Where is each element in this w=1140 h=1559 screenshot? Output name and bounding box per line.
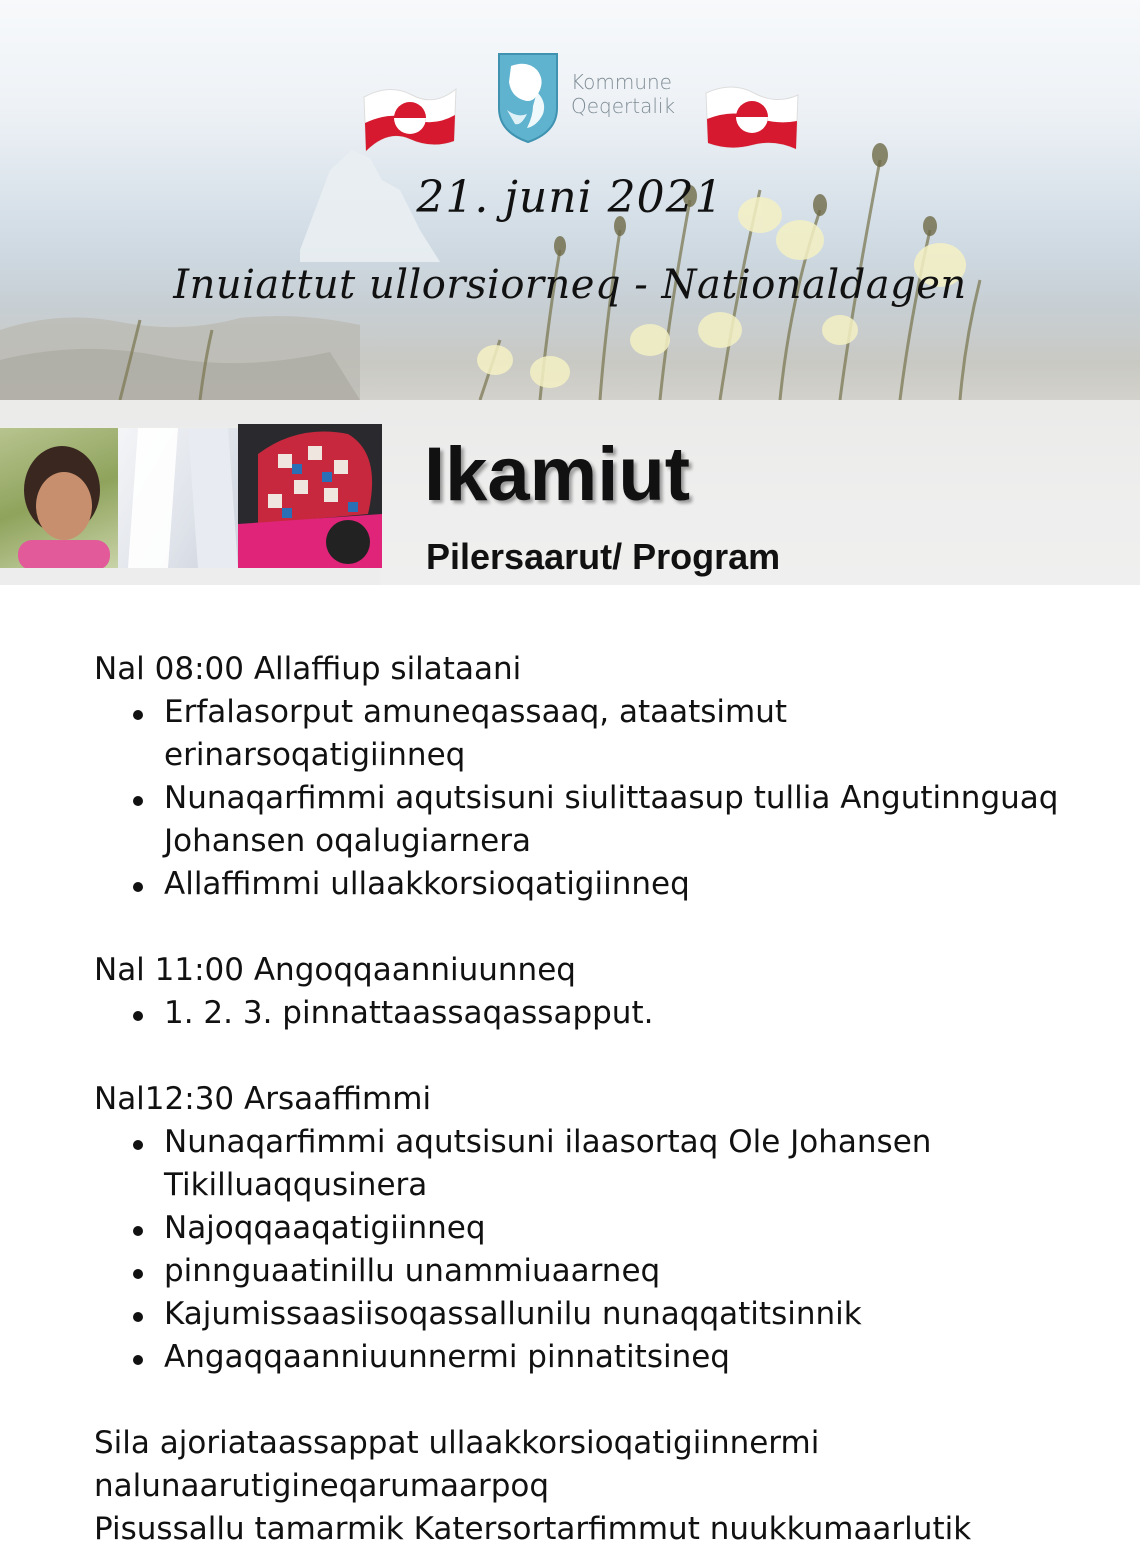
list-item: Nunaqarfimmi aqutsisuni ilaasortaq Ole Johansen Tikilluaqqusinera: [94, 1121, 1094, 1207]
section-items: [94, 1121, 1094, 1379]
list-item: Kajumissaasiisoqassallunilu nunaqqatitsinnik: [94, 1293, 1094, 1336]
program-section: [94, 1078, 1094, 1379]
greenland-flag-icon: [702, 75, 802, 161]
section-time: Nal 11:00 Angoqqaanniuunneq: [94, 952, 576, 988]
header-banner: [0, 0, 1140, 585]
kommune-qeqertalik-logo: [497, 52, 559, 144]
program-section: [94, 648, 1094, 906]
logo-line-qeqertalik: Qeqertalik: [571, 94, 676, 118]
event-date: 21. juni 2021: [416, 172, 724, 223]
footer-note: [94, 1422, 1094, 1551]
program-list: [94, 648, 1094, 1551]
program-label: Pilersaarut/ Program: [426, 536, 781, 577]
white-clothing-photo: [118, 428, 238, 568]
section-time: Nal 08:00 Allaffiup silataani: [94, 651, 522, 687]
list-item: Angaqqaanniuunnermi pinnatitsineq: [94, 1336, 1094, 1379]
list-item: pinnguaatinillu unammiuaarneq: [94, 1250, 1094, 1293]
list-item: 1. 2. 3. pinnattaassaqassapput.: [94, 992, 1094, 1035]
footer-line: nalunaarutigineqarumaarpoq: [94, 1468, 550, 1504]
section-time: Nal12:30 Arsaaffimmi: [94, 1081, 432, 1117]
logo-text: [571, 70, 675, 118]
child-photo: [0, 428, 118, 568]
program-section: [94, 949, 1094, 1035]
section-items: [94, 992, 1094, 1035]
logo-line-kommune: Kommune: [571, 70, 672, 94]
list-item: Erfalasorput amuneqassaaq, ataatsimut erinarsoqatigiinneq: [94, 691, 1094, 777]
page-title: Ikamiut: [424, 432, 691, 517]
list-item: Nunaqarfimmi aqutsisuni siulittaasup tullia Angutinnguaq Johansen oqalugiarnera: [94, 777, 1094, 863]
list-item: Allaffimmi ullaakkorsioqatigiinneq: [94, 863, 1094, 906]
footer-line: Pisussallu tamarmik Katersortarfimmut nuukkumaarlutik: [94, 1511, 972, 1547]
section-items: [94, 691, 1094, 906]
footer-line: Sila ajoriataassappat ullaakkorsioqatigiinnermi: [94, 1425, 820, 1461]
greenland-flag-icon: [360, 75, 460, 161]
event-subtitle: Inuiattut ullorsiorneq - Nationaldagen: [173, 262, 967, 308]
beadwork-photo: [238, 424, 382, 568]
list-item: Najoqqaaqatigiinneq: [94, 1207, 1094, 1250]
